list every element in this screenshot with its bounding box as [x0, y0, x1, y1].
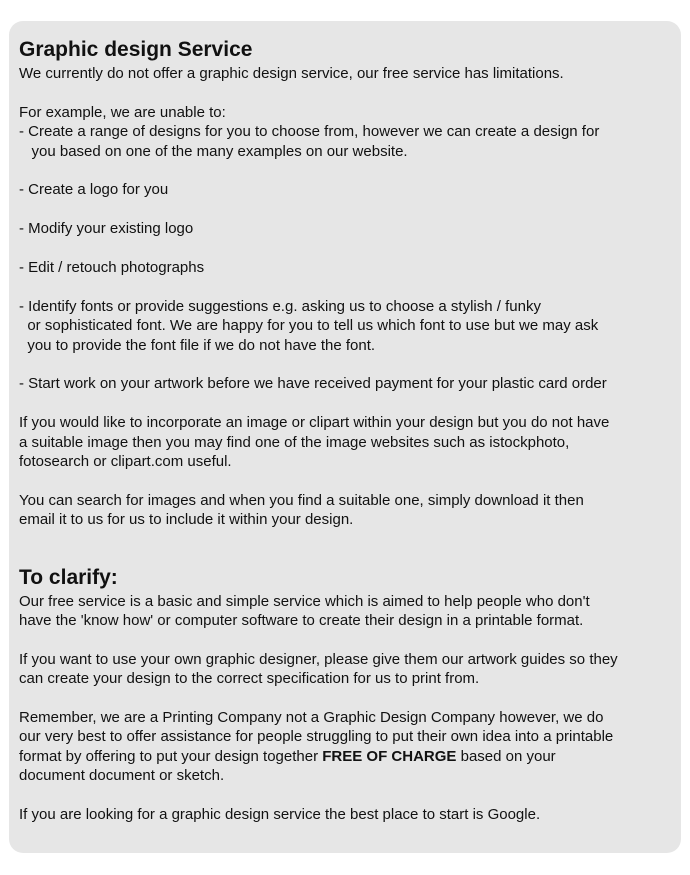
- intro-paragraph: We currently do not offer a graphic design service, our free service has limitations.: [19, 65, 564, 82]
- limitations-list: [19, 122, 671, 394]
- clarify-paragraph-2: If you want to use your own graphic designer, please give them our artwork guides so they can create your design to the correct specification for us to print from.: [19, 650, 618, 688]
- para3-text-before: Remember, we are a Printing Company not a Graphic Design Company however, we do our very best to offer assistance for people struggling to put their own idea into a printable format by offering to put your design together: [19, 709, 614, 765]
- para3-text-after: based on your document document or sketch.: [19, 747, 556, 785]
- search-paragraph: You can search for images and when you find a suitable one, simply download it then email it to us for us to include it within your design.: [19, 491, 584, 529]
- list-item: - Create a logo for you: [19, 181, 169, 199]
- clarify-paragraph-3: [19, 708, 671, 786]
- list-item: - Start work on your artwork before we have received payment for your plastic card order: [19, 375, 607, 393]
- section-title-clarify: To clarify:: [19, 565, 118, 589]
- spacer: [19, 471, 671, 490]
- spacer: [19, 83, 671, 102]
- spacer: [19, 394, 671, 413]
- list-item: - Modify your existing logo: [19, 220, 194, 238]
- list-item: - Identify fonts or provide suggestions e.g. asking us to choose a stylish / funky or sophisticated font. We are happy for you to tell us which font to use but we may ask you to provide the font file if we do not have the font.: [19, 297, 599, 354]
- spacer: [19, 786, 671, 805]
- list-item: - Create a range of designs for you to choose from, however we can create a design for you based on one of the many examples on our website.: [19, 123, 600, 160]
- example-lead: For example, we are unable to:: [19, 103, 226, 121]
- list-item: - Edit / retouch photographs: [19, 259, 205, 276]
- spacer: [19, 689, 671, 708]
- content-panel: [9, 21, 681, 853]
- clarify-paragraph-1: Our free service is a basic and simple service which is aimed to help people who don't have the 'know how' or computer software to create their design in a printable format.: [19, 592, 590, 630]
- spacer: [19, 530, 671, 564]
- section-title-graphic-design: Graphic design Service: [19, 38, 253, 61]
- free-of-charge-emphasis: FREE OF CHARGE: [322, 747, 457, 765]
- spacer: [19, 630, 671, 649]
- image-paragraph: If you would like to incorporate an image or clipart within your design but you do not have a suitable image then you may find one of the image websites such as istockphoto, fotosearch or clipart.com useful.: [19, 414, 610, 471]
- clarify-paragraph-4: If you are looking for a graphic design service the best place to start is Google.: [19, 806, 541, 824]
